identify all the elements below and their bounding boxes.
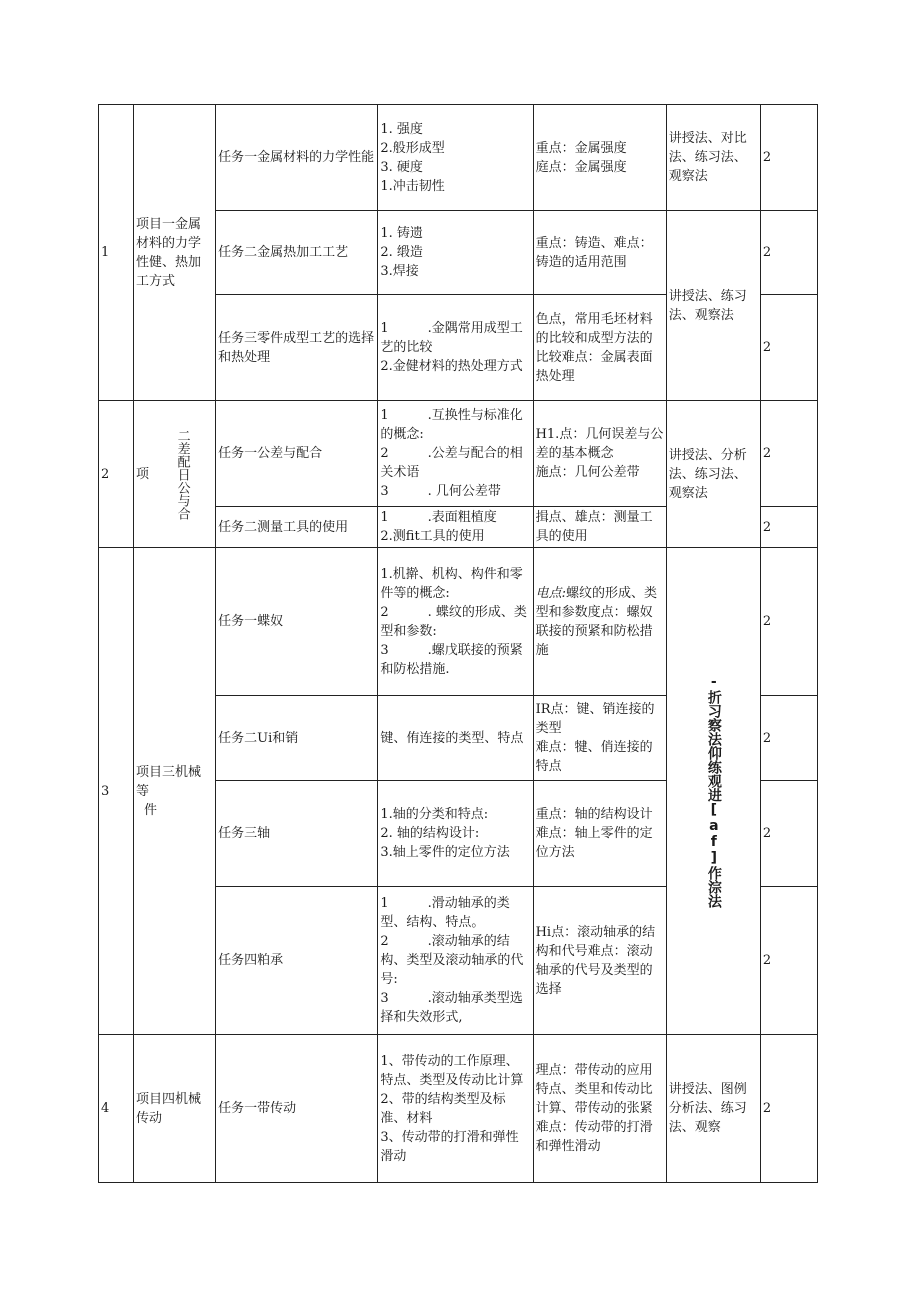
- task-name: 任务二Ui和销: [216, 696, 378, 781]
- task-content: 1、带传动的工作原理、特点、类型及传动比计算 2、带的结构类型及标准、材料 3、传动带的打滑和弹性滑动: [378, 1035, 533, 1183]
- hours: 2: [760, 548, 817, 696]
- task-name: 任务四粕承: [216, 887, 378, 1035]
- task-content: 键、侑连接的类型、特点: [378, 696, 533, 781]
- hours: 2: [760, 1035, 817, 1183]
- hours: 2: [760, 401, 817, 507]
- teaching-method: 讲授法、图例分析法、练习法、观察: [666, 1035, 760, 1183]
- task-name: 任务一带传动: [216, 1035, 378, 1183]
- task-name: 任务二金属热加工工艺: [216, 211, 378, 295]
- project-number: 4: [99, 1035, 134, 1183]
- hours: 2: [760, 696, 817, 781]
- task-name: 任务二测量工具的使用: [216, 507, 378, 548]
- task-content: 1. 强度 2.般形成型 3. 硬度 1.冲击韧性: [378, 105, 533, 211]
- hours: 2: [760, 211, 817, 295]
- key-points: 电点:螺纹的形成、类型和参数度点：螺奴联接的预紧和防松措施: [533, 548, 666, 696]
- teaching-method: 讲授法、分析法、练习法、观察法: [666, 401, 760, 548]
- key-points: 重点：铸造、难点：铸造的适用范围: [533, 211, 666, 295]
- task-name: 任务三轴: [216, 781, 378, 887]
- hours: 2: [760, 781, 817, 887]
- key-points: Hi点：滚动轴承的结构和代号难点：滚动轴承的代号及类型的选择: [533, 887, 666, 1035]
- task-content: 1 .滑动轴承的类型、结构、特点。 2 .滚动轴承的结构、类型及滚动轴承的代号: 3 .滚动轴承类型选择和失效形式,: [378, 887, 533, 1035]
- teaching-method: 讲授法、练习法、观察法: [666, 211, 760, 401]
- hours: 2: [760, 507, 817, 548]
- task-content: 1 .表面粗植度 2.测fit工具的使用: [378, 507, 533, 548]
- task-content: 1.轴的分类和特点: 2. 轴的结构设计: 3.轴上零件的定位方法: [378, 781, 533, 887]
- task-content: 1 .互换性与标准化的概念: 2 .公差与配合的相关术语 3 . 几何公差带: [378, 401, 533, 507]
- key-points: H1.点：几何误差与公差的基本概念 施点：几何公差带: [533, 401, 666, 507]
- table-row: [99, 401, 818, 507]
- task-name: 任务三零件成型工艺的选择和热处理: [216, 295, 378, 401]
- hours: 2: [760, 887, 817, 1035]
- key-points: 揖点、雄点：测量工具的使用: [533, 507, 666, 548]
- task-name: 任务一公差与配合: [216, 401, 378, 507]
- teaching-method: -折习察法仰练观进[af]作淙法: [666, 548, 760, 1035]
- task-name: 任务一金属材料的力学性能: [216, 105, 378, 211]
- project-name: 项目三机械 等 件: [134, 548, 216, 1035]
- table-row: [99, 548, 818, 696]
- key-points: 色点，常用毛坯材料的比较和成型方法的比较难点：金属表面热处理: [533, 295, 666, 401]
- project-number: 3: [99, 548, 134, 1035]
- key-points: 重点：轴的结构设计 难点：轴上零件的定位方法: [533, 781, 666, 887]
- table-row: [99, 105, 818, 211]
- key-points: 重点：金属强度 庭点：金属强度: [533, 105, 666, 211]
- teaching-plan-table: [98, 104, 818, 1183]
- hours: 2: [760, 105, 817, 211]
- key-points: IR点：键、销连接的类型 难点：犍、俏连接的特点: [533, 696, 666, 781]
- project-name: 项目四机械传动: [134, 1035, 216, 1183]
- project-number: 1: [99, 105, 134, 401]
- task-content: 1. 铸遗 2. 缎造 3.焊接: [378, 211, 533, 295]
- teaching-method: 讲授法、对比法、练习法、观察法: [666, 105, 760, 211]
- table-row: [99, 1035, 818, 1183]
- hours: 2: [760, 295, 817, 401]
- project-name: 项目一金属材料的力学性健、热加工方式: [134, 105, 216, 401]
- task-content: 1.机擀、机构、构件和零件等的概念: 2 . 蝶纹的形成、类型和参数: 3 .螺戊联接的预紧和防松措施.: [378, 548, 533, 696]
- task-name: 任务一蝶奴: [216, 548, 378, 696]
- key-points: 理点：带传动的应用特点、类里和传动比计算、带传动的张紧难点：传动带的打滑和弹性滑动: [533, 1035, 666, 1183]
- task-content: 1 .金隅常用成型工艺的比较 2.金健材料的热处理方式: [378, 295, 533, 401]
- project-number: 2: [99, 401, 134, 548]
- project-name: 项 二差配日公与合: [134, 401, 216, 548]
